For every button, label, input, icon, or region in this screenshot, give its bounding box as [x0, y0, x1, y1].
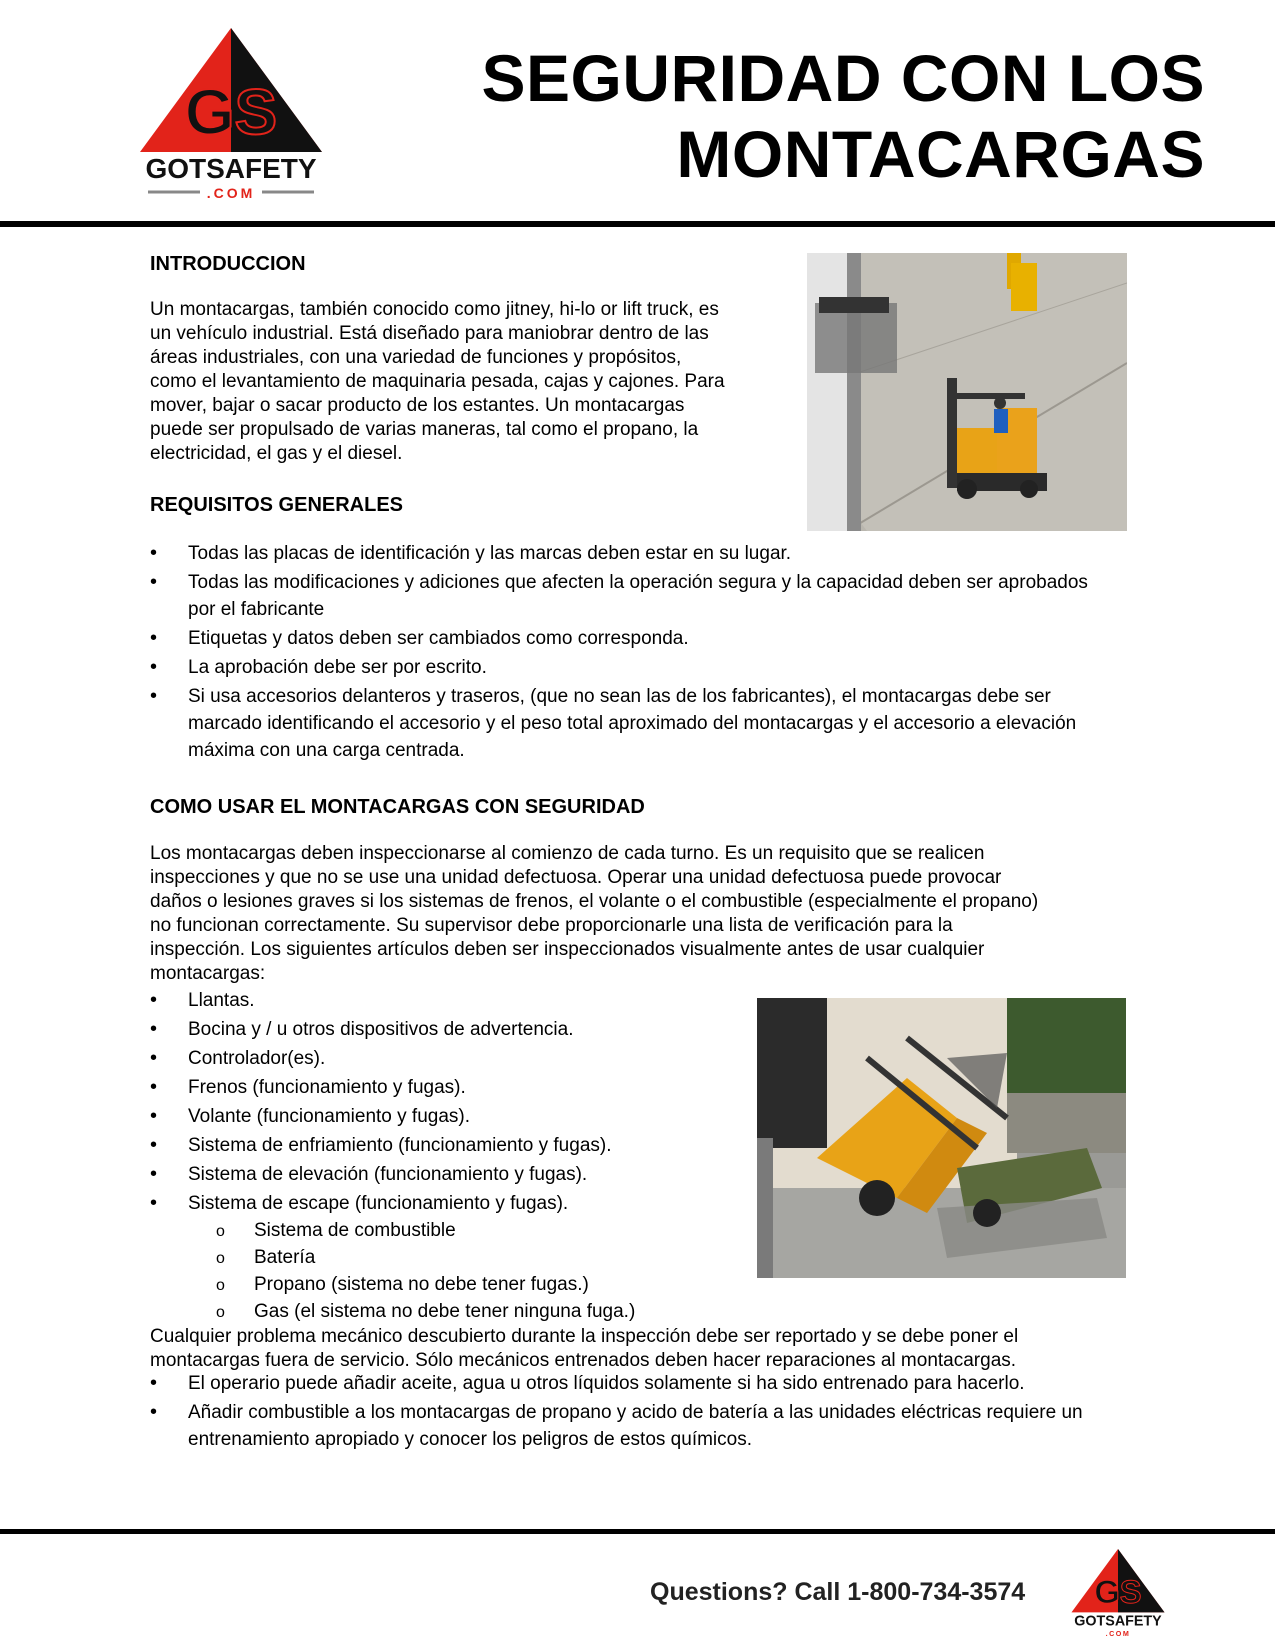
list-item: • Si usa accesorios delanteros y traseros, (que no sean las de los fabricantes), el montacargas debe ser marcado identificando el accesorio y el peso total aproximado del montacargas y el accesorio a elevación máxima con una carga centrada.: [150, 683, 1110, 764]
list-item: • Etiquetas y datos deben ser cambiados como corresponda.: [150, 625, 1110, 652]
intro-line: mover, bajar o sacar producto de los estantes. Un montacargas: [150, 395, 685, 416]
sublist-item: o Propano (sistema no debe tener fugas.): [216, 1271, 635, 1298]
usage-line: inspecciones y que no se use una unidad defectuosa. Operar una unidad defectuosa puede provocar: [150, 867, 1002, 888]
logo-suffix: .COM: [206, 185, 256, 201]
intro-line: electricidad, el gas y el diesel.: [150, 443, 403, 464]
after-inspection-paragraph: [150, 1325, 1150, 1373]
after-line: montacargas fuera de servicio. Sólo mecánicos entrenados deben hacer reparaciones al montacargas.: [150, 1350, 1017, 1371]
footer-divider: [0, 1529, 1275, 1534]
intro-line: un vehículo industrial. Está diseñado para maniobrar dentro de las: [150, 323, 709, 344]
tipped-forklift-photo: [757, 998, 1126, 1278]
list-item: • Todas las placas de identificación y las marcas deben estar en su lugar.: [150, 540, 1110, 567]
intro-paragraph: [150, 298, 790, 466]
intro-line: puede ser propulsado de varias maneras, tal como el propano, la: [150, 419, 699, 440]
list-item: • Controlador(es).: [150, 1045, 730, 1072]
general-heading: REQUISITOS GENERALES: [150, 494, 404, 516]
gotsafety-logo: [138, 26, 324, 202]
intro-line: Un montacargas, también conocido como jitney, hi-lo or lift truck, es: [150, 299, 719, 320]
list-item: • Frenos (funcionamiento y fugas).: [150, 1074, 730, 1101]
list-item: • Sistema de enfriamiento (funcionamiento y fugas).: [150, 1132, 730, 1159]
logo-monogram: GS: [184, 76, 278, 148]
list-item: • Sistema de elevación (funcionamiento y fugas).: [150, 1161, 730, 1188]
usage-line: Los montacargas deben inspeccionarse al comienzo de cada turno. Es un requisito que se realicen: [150, 843, 985, 864]
title-line-2: MONTACARGAS: [676, 117, 1205, 191]
sublist-item: o Sistema de combustible: [216, 1217, 635, 1244]
intro-heading: INTRODUCCION: [150, 253, 306, 275]
list-item: • La aprobación debe ser por escrito.: [150, 654, 1110, 681]
list-item: • Añadir combustible a los montacargas de propano y acido de batería a las unidades eléctricas requiere un entrenamiento apropiado y conocer los peligros de estos químicos.: [150, 1399, 1110, 1453]
after-line: Cualquier problema mecánico descubierto durante la inspección debe ser reportado y se debe poner el: [150, 1326, 1019, 1347]
forklift-yard-photo: [807, 253, 1127, 531]
footer-logo-suffix: .COM: [1105, 1629, 1131, 1638]
list-item: • Llantas.: [150, 987, 730, 1014]
inspection-list: [150, 987, 730, 1219]
usage-line: inspección. Los siguientes artículos deben ser inspeccionados visualmente antes de usar cualquier: [150, 939, 985, 960]
usage-line: montacargas:: [150, 963, 266, 984]
page-title: [445, 40, 1205, 192]
title-line-1: SEGURIDAD CON LOS: [481, 41, 1205, 115]
sublist-item: o Batería: [216, 1244, 635, 1271]
footer-logo-brand: GOTSAFETY: [1074, 1613, 1162, 1630]
list-item: • El operario puede añadir aceite, agua u otros líquidos solamente si ha sido entrenado para hacerlo.: [150, 1370, 1110, 1397]
inspection-sublist: [216, 1217, 635, 1325]
list-item: • Bocina y / u otros dispositivos de advertencia.: [150, 1016, 730, 1043]
footer-phone: Questions? Call 1-800-734-3574: [650, 1578, 1026, 1606]
list-item: • Volante (funcionamiento y fugas).: [150, 1103, 730, 1130]
list-item: • Sistema de escape (funcionamiento y fugas).: [150, 1190, 730, 1217]
gotsafety-footer-logo: [1070, 1548, 1166, 1638]
list-item: • Todas las modificaciones y adiciones que afecten la operación segura y la capacidad deben ser aprobados por el fabricante: [150, 569, 1110, 623]
general-list: [150, 540, 1110, 766]
header-divider: [0, 221, 1275, 227]
usage-line: no funcionan correctamente. Su supervisor debe proporcionarle una lista de verificación para la: [150, 915, 953, 936]
intro-line: como el levantamiento de maquinaria pesada, cajas y cajones. Para: [150, 371, 725, 392]
usage-line: daños o lesiones graves si los sistemas de frenos, el volante o el combustible (especialmente el propano): [150, 891, 1039, 912]
footer-logo-monogram: GS: [1094, 1573, 1142, 1611]
usage-paragraph: [150, 842, 1150, 986]
usage-heading: COMO USAR EL MONTACARGAS CON SEGURIDAD: [150, 796, 645, 818]
sublist-item: o Gas (el sistema no debe tener ninguna fuga.): [216, 1298, 635, 1325]
intro-line: áreas industriales, con una variedad de funciones y propósitos,: [150, 347, 682, 368]
logo-brand: GOTSAFETY: [145, 153, 317, 184]
final-list: [150, 1370, 1110, 1455]
